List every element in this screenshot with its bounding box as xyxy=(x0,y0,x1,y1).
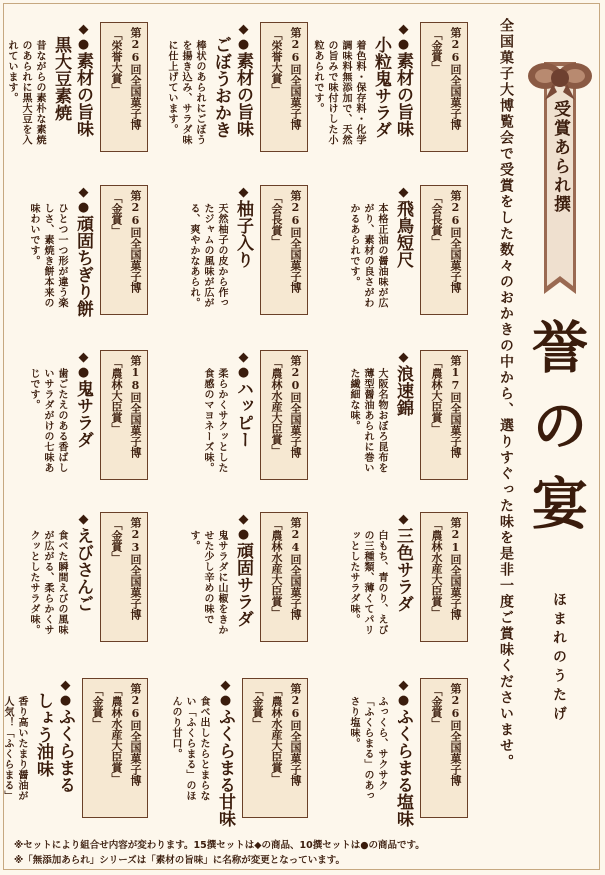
award-box xyxy=(420,350,468,480)
product-name xyxy=(392,350,414,490)
award-event: 第26回全国菓子博 xyxy=(449,27,462,130)
award-box xyxy=(420,512,468,642)
award-box xyxy=(82,678,148,818)
product-name-line: 黒大豆素焼 xyxy=(51,36,71,121)
award-name: 「農林水産大臣賞」 xyxy=(110,685,123,784)
product-name xyxy=(72,350,94,490)
product-name xyxy=(50,22,94,162)
award-event: 第26回全国菓子博 xyxy=(289,190,302,293)
product-name-line: しょう油味 xyxy=(33,692,53,777)
award-name: 「金賞」 xyxy=(251,685,264,729)
award-name: 「農林大臣賞」 xyxy=(110,357,123,434)
set-mark-icon: ◆ xyxy=(396,350,411,365)
award-box xyxy=(100,22,148,152)
product-name xyxy=(72,512,94,652)
set-mark-icon: ◆● xyxy=(236,22,251,52)
main-title: 誉の宴 xyxy=(523,318,589,552)
award-event: 第26回全国菓子博 xyxy=(289,27,302,130)
product-name xyxy=(370,22,414,162)
award-event: 第26回全国菓子博 xyxy=(129,683,142,786)
award-name: 「農林水産大臣賞」 xyxy=(270,685,283,784)
award-event: 第18回全国菓子博 xyxy=(129,355,142,458)
product-name xyxy=(392,678,414,827)
award-name: 「金賞」 xyxy=(91,685,104,729)
intro-text: 全国菓子大博覧会で受賞をした数々のおかきの中から、選りすぐった味を是非一度ご賞味くださいませ。 xyxy=(498,18,514,770)
award-box xyxy=(420,185,468,315)
product-name xyxy=(32,678,76,818)
award-box xyxy=(100,185,148,315)
award-event: 第23回全国菓子博 xyxy=(129,517,142,620)
award-box xyxy=(260,350,308,480)
award-event: 第26回全国菓子博 xyxy=(129,190,142,293)
product-name xyxy=(392,185,414,325)
set-mark-icon: ◆● xyxy=(58,678,73,708)
award-event: 第21回全国菓子博 xyxy=(449,517,462,620)
set-mark-icon: ◆● xyxy=(236,512,251,542)
product-name-line: 素材の旨味 xyxy=(233,52,253,137)
award-name: 「金賞」 xyxy=(110,192,123,236)
product-description: 白もち、青のり、えびの三種類、薄くてパリッとしたサラダ味。 xyxy=(348,530,387,635)
product-name-line: 頑固ちぎり餅 xyxy=(73,215,93,317)
bow-ornament-icon xyxy=(527,52,593,102)
award-box xyxy=(242,678,308,818)
product-description: 天然柚子の皮から作ったジャムの風味が広がる、爽やかなあられ。 xyxy=(188,203,227,308)
award-box xyxy=(260,22,308,152)
product-description: 歯ごたえのある香ばしいサラダがけの七味あじです。 xyxy=(28,368,67,473)
award-name: 「農林水産大臣賞」 xyxy=(430,519,443,618)
award-box xyxy=(420,678,468,818)
product-name xyxy=(214,678,236,827)
award-box xyxy=(100,512,148,642)
award-name: 「金賞」 xyxy=(430,685,443,729)
footnotes xyxy=(14,838,425,868)
product-name-line: 小粒鬼サラダ xyxy=(371,36,391,138)
product-name-line: 素材の旨味 xyxy=(73,52,93,137)
award-name: 「農林大臣賞」 xyxy=(430,357,443,434)
product-name xyxy=(72,185,94,325)
product-description: 着色料・保存料・化学調味料無添加で、天然の旨みで味付けした小粒あられです。 xyxy=(312,40,365,145)
set-mark-icon: ◆ xyxy=(236,185,251,200)
award-name: 「金賞」 xyxy=(430,29,443,73)
product-name xyxy=(232,512,254,652)
product-description: 香り高いたまり醤油が人気！「ふくらまる」 xyxy=(2,696,27,801)
set-mark-icon: ◆● xyxy=(396,22,411,52)
award-name: 「栄誉大賞」 xyxy=(270,29,283,95)
set-mark-icon: ◆● xyxy=(76,185,91,215)
product-name-line: えびさんご xyxy=(73,527,93,612)
set-mark-icon: ◆ xyxy=(396,512,411,527)
award-name: 「金賞」 xyxy=(110,519,123,563)
ribbon-label: 受賞あられ撰 xyxy=(550,100,570,214)
product-name-line: ごぼうおかき xyxy=(211,36,231,138)
product-name xyxy=(210,22,254,162)
product-description: ひとつ一つ形が違う楽しさ、素焼き餅本来の味わいです。 xyxy=(28,203,67,308)
product-description: 鬼サラダに山椒をきかせた少し辛めの味です。 xyxy=(188,530,227,635)
product-description: 食べた瞬間えびの風味が広がる、柔らかくサクッとしたサラダ味。 xyxy=(28,530,67,635)
product-description: 大阪名物おぼろ昆布を薄型醤油あられに巻いた繊細な味。 xyxy=(348,368,387,473)
award-name: 「農林水産大臣賞」 xyxy=(270,357,283,456)
product-description: 昔ながらの素朴な素焼のあられに黒大豆を入れています。 xyxy=(6,40,45,145)
product-name xyxy=(232,185,254,325)
product-name-line: 飛鳥短尺 xyxy=(393,200,413,268)
set-mark-icon: ◆ xyxy=(76,512,91,527)
set-mark-icon: ◆● xyxy=(76,350,91,380)
set-mark-icon: ◆ xyxy=(396,185,411,200)
award-event: 第26回全国菓子博 xyxy=(289,683,302,786)
award-event: 第17回全国菓子博 xyxy=(449,355,462,458)
product-description: ふっくら、サクサク「ふくらまる」のあっさり塩味。 xyxy=(348,696,387,801)
product-name-line: 浪速錦 xyxy=(393,365,413,416)
product-name-line: 頑固サラダ xyxy=(233,542,253,627)
product-description: 本格正油の醤油味が広がり、素材の良さがわかるあられです。 xyxy=(348,203,387,308)
product-name-line: ふくらまる塩味 xyxy=(393,708,413,827)
award-box xyxy=(260,512,308,642)
award-event: 第26回全国菓子博 xyxy=(449,683,462,786)
product-name-line: 鬼サラダ xyxy=(73,380,93,448)
product-name-line: 素材の旨味 xyxy=(393,52,413,137)
product-name-line: ふくらまる xyxy=(55,708,75,793)
set-mark-icon: ◆● xyxy=(396,678,411,708)
award-name: 「会長賞」 xyxy=(270,192,283,247)
footnote: ※「無添加あられ」シリーズは「素材の旨味」に名称が変更となっています。 xyxy=(14,855,346,866)
award-box xyxy=(100,350,148,480)
product-name-line: 三色サラダ xyxy=(393,527,413,612)
award-event: 第26回全国菓子博 xyxy=(449,190,462,293)
award-event: 第24回全国菓子博 xyxy=(289,517,302,620)
product-description: 食べ出したらとまらない「ふくらまる」のほんのり甘口。 xyxy=(170,696,209,801)
award-box xyxy=(260,185,308,315)
award-name: 「会長賞」 xyxy=(430,192,443,247)
product-name-line: ふくらまる甘味 xyxy=(215,708,235,827)
award-box xyxy=(420,22,468,152)
title-reading: ほまれのうたげ xyxy=(551,592,567,725)
set-mark-icon: ◆● xyxy=(76,22,91,52)
set-mark-icon: ◆● xyxy=(236,350,251,380)
product-description: 棒状のあられにごぼうを揚き込み、サラダ味に仕上げています。 xyxy=(166,40,205,145)
footnote: ※セットにより組合せ内容が変わります。15撰セットは◆の商品、10撰セットは●の商品です。 xyxy=(14,840,425,851)
award-name: 「栄誉大賞」 xyxy=(110,29,123,95)
product-name xyxy=(392,512,414,652)
product-description: 柔らかくサクッとした食感のマヨネーズ味。 xyxy=(202,368,227,473)
award-event: 第20回全国菓子博 xyxy=(289,355,302,458)
product-name xyxy=(232,350,254,490)
set-mark-icon: ◆● xyxy=(218,678,233,708)
award-event: 第26回全国菓子博 xyxy=(129,27,142,130)
product-name-line: ハッピー xyxy=(233,380,253,448)
product-name-line: 柚子入り xyxy=(233,200,253,268)
award-name: 「農林水産大臣賞」 xyxy=(270,519,283,618)
